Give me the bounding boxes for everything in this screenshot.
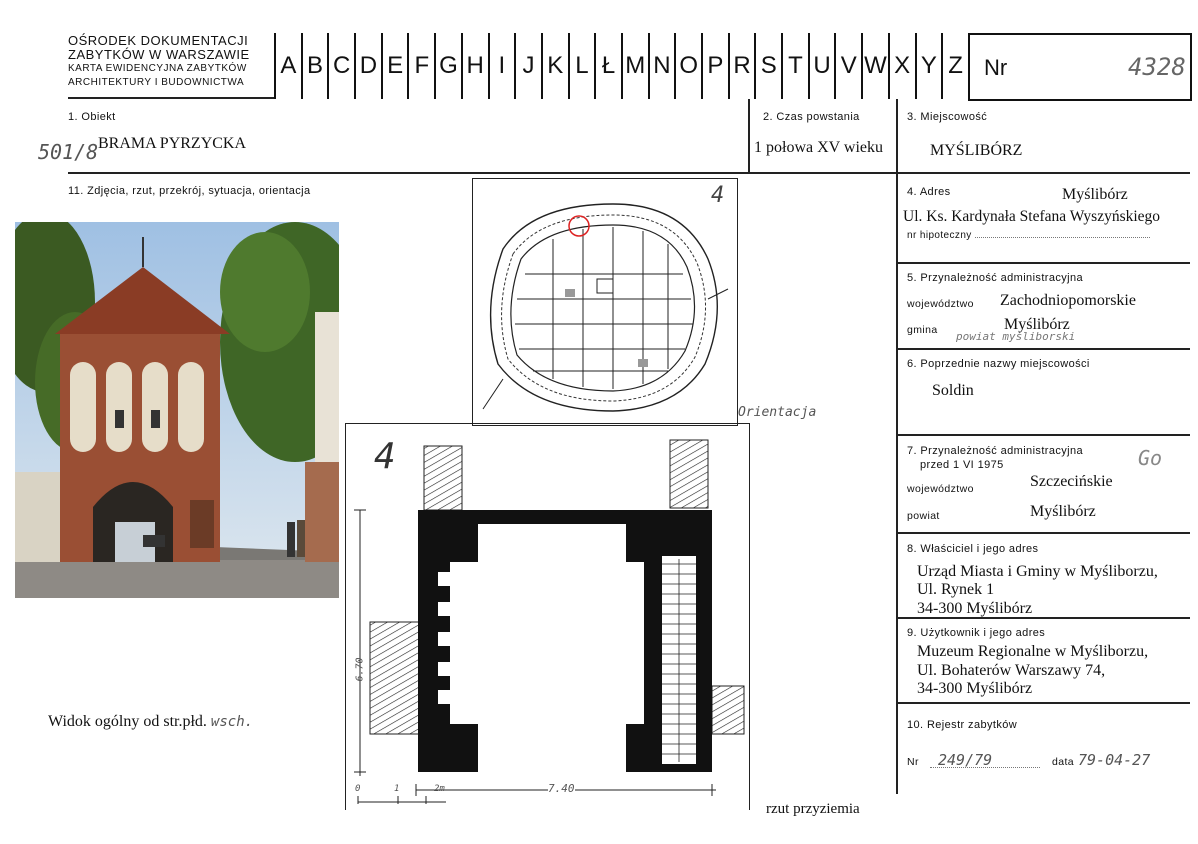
header-line-3: KARTA EWIDENCYJNA ZABYTKÓW: [68, 63, 247, 74]
wlasciciel-label: 8. Właściciel i jego adres: [907, 543, 1039, 555]
wlasciciel-line-3: 34-300 Myślibórz: [917, 600, 1033, 617]
hipoteczny-label: [907, 230, 1150, 241]
rejestr-data-field: [1078, 751, 1178, 767]
town-map: [472, 178, 738, 426]
poprzednie-label: 6. Poprzednie nazwy miejscowości: [907, 358, 1090, 370]
index-letter: J: [516, 33, 543, 99]
header-line-1: OŚRODEK DOKUMENTACJI: [68, 33, 249, 48]
miejscowosc-label: 3. Miejscowość: [907, 111, 988, 123]
orientacja-label: Orientacja: [738, 405, 817, 420]
index-letter: S: [756, 33, 783, 99]
index-letter: F: [409, 33, 436, 99]
gmina-label: gmina: [907, 324, 938, 336]
gmina-value: Myślibórz: [1004, 316, 1070, 333]
rejestr-nr-field: [930, 751, 1040, 768]
nr-value: 4328: [1128, 53, 1186, 81]
scale-2: 2m: [434, 784, 445, 794]
index-letter: W: [863, 33, 890, 99]
adres-city: Myślibórz: [1062, 186, 1128, 203]
right-panel-divider: [896, 99, 898, 794]
plan-width-dim: 7.40: [548, 782, 575, 795]
admin-old-woj-label: województwo: [907, 483, 974, 495]
hipoteczny-text: nr hipoteczny: [907, 230, 972, 241]
index-letter: X: [890, 33, 917, 99]
scale-0: 0: [355, 784, 361, 794]
admin-label: 5. Przynależność administracyjna: [907, 272, 1084, 284]
uzytkownik-line-1: Muzeum Regionalne w Myśliborzu,: [917, 643, 1149, 660]
col-divider: [748, 99, 750, 173]
index-letter: A: [276, 33, 303, 99]
index-letter: I: [490, 33, 517, 99]
row-divider: [68, 172, 1190, 174]
gate-photo: [15, 222, 339, 598]
index-letter: P: [703, 33, 730, 99]
adres-street: Ul. Ks. Kardynała Stefana Wyszyńskiego: [903, 208, 1161, 225]
header-underline: [68, 97, 274, 99]
adres-label: 4. Adres: [907, 186, 951, 198]
index-letter: Y: [917, 33, 944, 99]
row-divider: [896, 348, 1190, 350]
index-letter: Ł: [596, 33, 623, 99]
index-letter: M: [623, 33, 650, 99]
index-letter: E: [383, 33, 410, 99]
gmina-hand: powiat myśliborski: [956, 330, 1076, 343]
admin-old-pow-value: Myślibórz: [1030, 503, 1096, 520]
index-letter: V: [836, 33, 863, 99]
zdjecia-label: 11. Zdjęcia, rzut, przekrój, sytuacja, orientacja: [68, 185, 311, 197]
index-letter: G: [436, 33, 463, 99]
admin-old-label: 7. Przynależność administracyjna: [907, 445, 1084, 457]
map-north-arrow: 4: [711, 183, 725, 208]
czas-value: 1 połowa XV wieku: [754, 139, 884, 156]
header-line-2: ZABYTKÓW W WARSZAWIE: [68, 47, 250, 62]
index-letter: N: [650, 33, 677, 99]
alphabet-index: [274, 33, 970, 99]
photo-caption: [48, 713, 253, 731]
nr-label: Nr: [984, 55, 1008, 80]
row-divider: [896, 702, 1190, 704]
rejestr-data-value: 79-04-27: [1078, 751, 1151, 769]
czas-label: 2. Czas powstania: [763, 111, 860, 123]
obiekt-label: 1. Obiekt: [68, 111, 116, 123]
index-letter: H: [463, 33, 490, 99]
scale-1: 1: [394, 784, 400, 794]
plan-height-dim: 6.70: [354, 657, 366, 682]
wojewodztwo-value: Zachodniopomorskie: [1000, 292, 1136, 309]
uzytkownik-line-3: 34-300 Myślibórz: [917, 680, 1033, 697]
admin-old-woj-value: Szczecińskie: [1030, 473, 1113, 490]
index-letter: T: [783, 33, 810, 99]
index-letter: C: [329, 33, 356, 99]
nr-box: [968, 33, 1192, 101]
rzut-caption: rzut przyziemia: [766, 801, 860, 817]
miejscowosc-value: MYŚLIBÓRZ: [930, 142, 1023, 159]
wojewodztwo-label: województwo: [907, 298, 974, 310]
admin-old-pow-label: powiat: [907, 510, 940, 522]
index-letter: L: [570, 33, 597, 99]
index-letter: B: [303, 33, 330, 99]
ground-plan: [345, 423, 750, 810]
admin-old-hand: Go: [1138, 446, 1163, 470]
rejestr-nr-value: 249/79: [938, 751, 993, 769]
index-letter: U: [810, 33, 837, 99]
photo-caption-text: Widok ogólny od str.płd.: [48, 713, 207, 730]
photo-caption-hand: wsch.: [210, 714, 254, 730]
obiekt-note: 501/8: [38, 140, 99, 164]
rejestr-data-label: data: [1052, 756, 1075, 768]
rejestr-nr-label: Nr: [907, 756, 919, 768]
hipoteczny-field: [975, 237, 1150, 238]
uzytkownik-label: 9. Użytkownik i jego adres: [907, 627, 1046, 639]
row-divider: [896, 262, 1190, 264]
poprzednie-value: Soldin: [932, 382, 974, 399]
index-letter: Z: [943, 33, 970, 99]
index-letter: R: [730, 33, 757, 99]
admin-old-sub: przed 1 VI 1975: [920, 459, 1004, 471]
index-letter: K: [543, 33, 570, 99]
rejestr-label: 10. Rejestr zabytków: [907, 719, 1018, 731]
index-letter: O: [676, 33, 703, 99]
plan-north-arrow: 4: [374, 436, 396, 477]
uzytkownik-line-2: Ul. Bohaterów Warszawy 74,: [917, 662, 1106, 679]
row-divider: [896, 532, 1190, 534]
wlasciciel-line-1: Urząd Miasta i Gminy w Myśliborzu,: [917, 563, 1158, 580]
institution-header: [68, 34, 250, 90]
obiekt-value: BRAMA PYRZYCKA: [98, 135, 247, 152]
header-line-4: ARCHITEKTURY I BUDOWNICTWA: [68, 77, 245, 88]
index-letter: D: [356, 33, 383, 99]
wlasciciel-line-2: Ul. Rynek 1: [917, 581, 995, 598]
row-divider: [896, 434, 1190, 436]
